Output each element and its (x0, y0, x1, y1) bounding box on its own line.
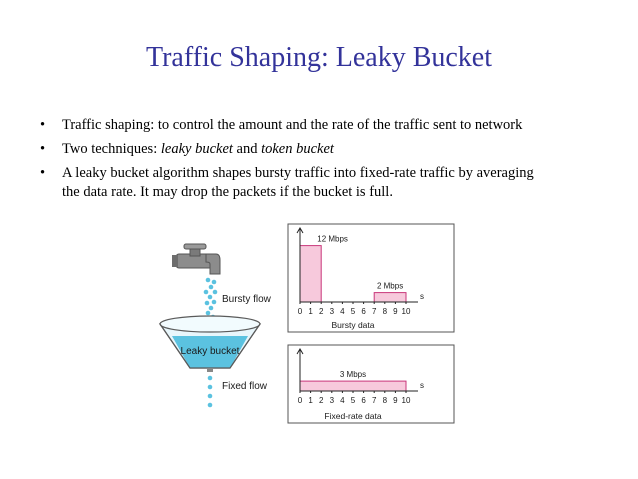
chart-bar (300, 246, 321, 302)
x-tick-label: 1 (308, 396, 313, 405)
x-tick-label: 6 (361, 396, 366, 405)
bullet-text-mid: and (232, 141, 262, 157)
leaky-bucket-label: Leaky bucket (180, 346, 240, 357)
bullet-marker: • (40, 165, 46, 181)
x-tick-label: 8 (382, 396, 388, 405)
token-bucket-term: token bucket (261, 141, 334, 157)
x-tick-label: 5 (350, 307, 356, 316)
x-tick-label: 0 (297, 396, 303, 405)
bullet-text: Traffic shaping: to control the amount and the rate of the traffic sent to network (62, 117, 523, 133)
x-unit-label: s (420, 381, 424, 390)
chart-bar (374, 293, 406, 302)
fixed-flow-label: Fixed flow (222, 381, 268, 392)
x-tick-label: 9 (393, 396, 398, 405)
bursty-flow-label: Bursty flow (222, 294, 271, 305)
x-tick-label: 2 (318, 396, 324, 405)
x-tick-label: 9 (393, 307, 398, 316)
x-unit-label: s (420, 292, 424, 301)
bursty-data-chart (286, 222, 456, 334)
x-tick-label: 0 (297, 307, 303, 316)
bar-data-label: 2 Mbps (376, 281, 404, 291)
leaky-bucket-illustration (150, 240, 290, 410)
bullet-text-line1: A leaky bucket algorithm shapes bursty traffic into fixed-rate traffic by averaging (62, 165, 534, 181)
bar-data-label: 12 Mbps (317, 234, 348, 244)
bucket-icon (160, 316, 260, 372)
x-tick-label: 4 (340, 396, 345, 405)
x-tick-label: 6 (361, 307, 366, 316)
x-tick-label: 7 (371, 396, 377, 405)
chart-caption: Fixed-rate data (324, 411, 382, 421)
bursty-water-drops (204, 278, 218, 320)
slide-title: Traffic Shaping: Leaky Bucket (145, 42, 493, 73)
x-tick-label: 3 (329, 396, 335, 405)
bullet-text-line2: the data rate. It may drop the packets if the bucket is full. (62, 184, 393, 200)
chart-bar (300, 381, 406, 391)
bullet-text-prefix: Two techniques: (62, 141, 161, 157)
bullet-item (40, 164, 600, 202)
x-tick-label: 5 (350, 396, 356, 405)
bullet-item (40, 140, 600, 159)
x-tick-label: 8 (382, 307, 388, 316)
x-tick-label: 7 (371, 307, 377, 316)
faucet-icon (172, 244, 220, 274)
fixed-water-drops (208, 376, 213, 408)
x-tick-label: 1 (308, 307, 313, 316)
bullet-list (40, 116, 600, 202)
bullet-marker: • (40, 117, 46, 133)
x-tick-label: 10 (401, 307, 411, 316)
x-tick-label: 4 (340, 307, 345, 316)
chart-caption: Bursty data (331, 320, 375, 330)
fixed-rate-data-chart (286, 343, 456, 425)
bullet-item (40, 116, 600, 135)
bullet-marker: • (40, 141, 46, 157)
x-tick-label: 10 (401, 396, 411, 405)
leaky-bucket-term: leaky bucket (160, 141, 233, 157)
x-tick-label: 3 (329, 307, 335, 316)
x-tick-label: 2 (318, 307, 324, 316)
bar-data-label: 3 Mbps (339, 370, 367, 380)
